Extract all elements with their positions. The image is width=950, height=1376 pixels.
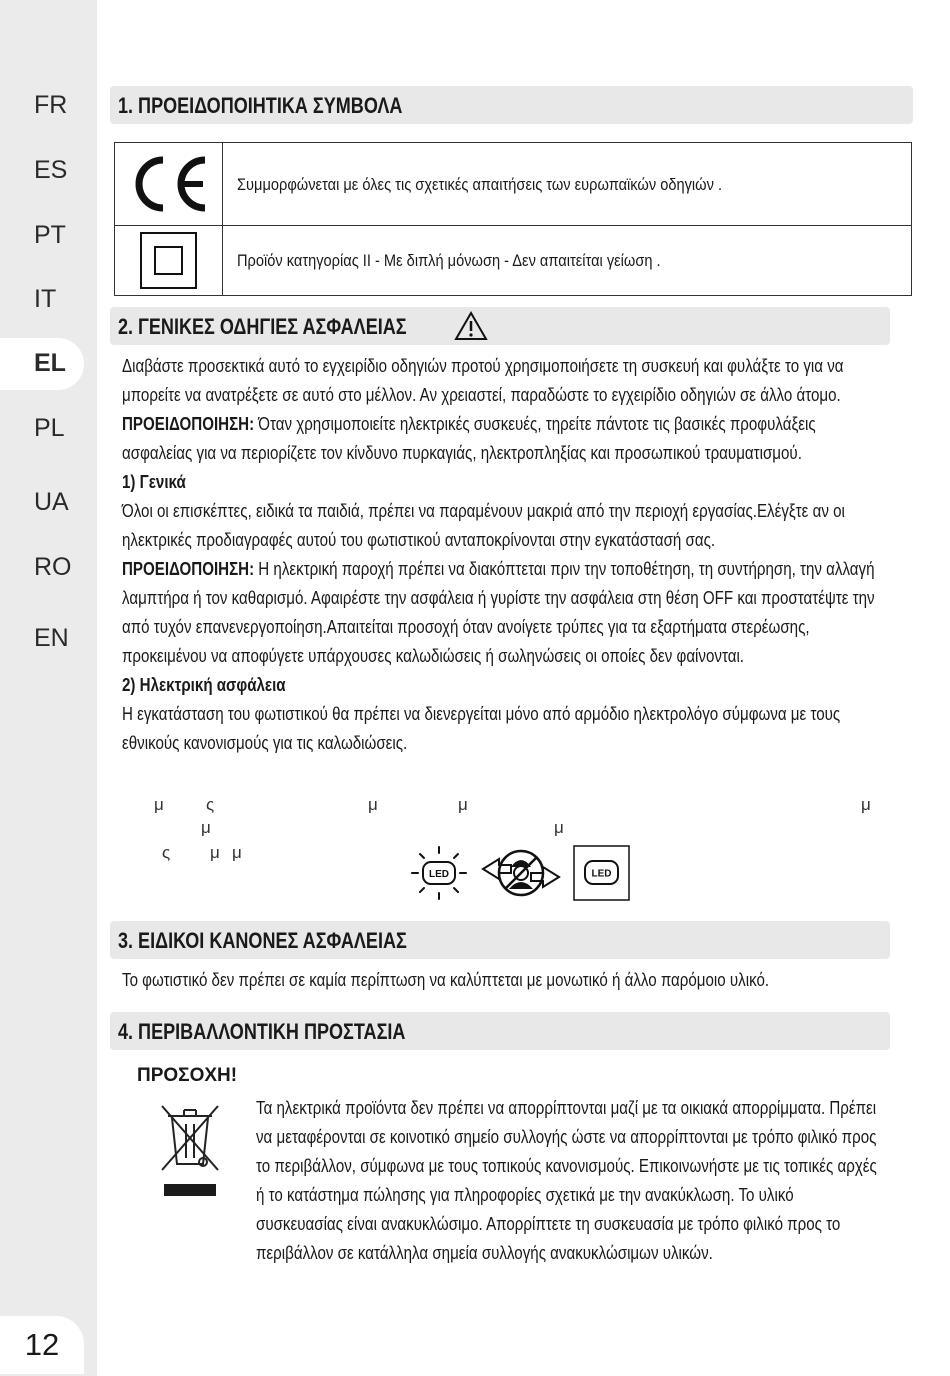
section-4-text: Τα ηλεκτρικά προϊόντα δεν πρέπει να απορρίπτονται μαζί με τα οικιακά απορρίμματα. Πρέπει να μεταφέρονται σε κοινοτικό σημείο συλλογής ώστε να απορρίπτονται με τρόπο φιλικό προς το περιβάλλον, σύμφωνα με τους τοπικούς κανονισμούς. Επικοινωνήστε με τις τοπικές αρχές ή το κατάστημα πώλησης για πληροφορίες σχετικά με την ανακύκλωση. Το υλικό συσκευασίας είναι ανακυκλώσιμο. Απορρίπτετε τη συσκευασία με τρόπο φιλικό προς το περιβάλλον σε κατάλληλα σημεία συλλογής ανακυκλώσιμων υλικών. bbox=[256, 1098, 877, 1263]
lang-en[interactable]: EN bbox=[34, 624, 69, 652]
section-3-heading bbox=[110, 921, 890, 959]
stray-glyph: μ bbox=[861, 795, 871, 814]
stray-glyph: μ bbox=[210, 843, 220, 862]
svg-text:LED: LED bbox=[429, 869, 449, 880]
subsection-general-text: Όλοι οι επισκέπτες, ειδικά τα παιδιά, πρέπει να παραμένουν μακριά από την περιοχή εργασίας.Ελέγξτε αν οι ηλεκτρικές προδιαγραφές αυτού του φωτιστικού ανταποκρίνονται στην εγκατάστασή σας. bbox=[122, 501, 845, 550]
section-3-text: Το φωτιστικό δεν πρέπει σε καμία περίπτωση να καλύπτεται με μονωτικό ή άλλο παρόμοιο υλικό. bbox=[122, 970, 770, 990]
stray-glyph: μ bbox=[554, 818, 564, 837]
section-3-body bbox=[122, 966, 878, 995]
stray-glyph: μ bbox=[232, 843, 242, 862]
section-1-title: 1. ΠΡΟΕΙΔΟΠΟΙΗΤΙΚΑ ΣΥΜΒΟΛΑ bbox=[118, 93, 403, 118]
symbol-row-ce bbox=[115, 143, 911, 226]
led-light-icon bbox=[410, 845, 468, 906]
language-sidebar bbox=[0, 0, 97, 1376]
stray-glyph: μ bbox=[458, 795, 468, 814]
warning-paragraph-1 bbox=[122, 410, 878, 468]
stray-glyph: μ bbox=[154, 795, 164, 814]
warning-label-2: ΠΡΟΕΙΔΟΠΟΙΗΣΗ: bbox=[122, 559, 255, 579]
lang-ro[interactable]: RO bbox=[34, 553, 72, 581]
warning-text-1: Όταν χρησιμοποιείτε ηλεκτρικές συσκευές, τηρείτε πάντοτε τις βασικές προφυλάξεις ασφαλείας για να περιορίζετε τον κίνδυνο πυρκαγιάς, ηλεκτροπληξίας και προσωπικού τραυματισμού. bbox=[122, 414, 816, 463]
lang-fr[interactable]: FR bbox=[34, 91, 68, 119]
lang-ua[interactable]: UA bbox=[34, 488, 69, 516]
svg-text:LED: LED bbox=[591, 868, 612, 880]
warning-text-2: Η ηλεκτρική παροχή πρέπει να διακόπτεται πριν την τοποθέτηση, τη συντήρηση, την αλλαγή λαμπτήρα ή τον καθαρισμό. Αφαιρέστε την ασφάλεια ή γυρίστε την ασφάλεια στη θέση OFF και προστατέψτε την από τυχόν επανενεργοποίηση.Απαιτείται προσοχή όταν ανοίγετε τρύπες για τα εξαρτήματα στερέωσης, προκειμένου να αποφύγετε υπάρχουσες καλωδιώσεις ή σωληνώσεις οι οποίες δεν φαίνονται. bbox=[122, 559, 875, 666]
lang-pt[interactable]: PT bbox=[34, 221, 66, 249]
subsection-electrical-text: Η εγκατάσταση του φωτιστικού θα πρέπει να διενεργείται μόνο από αρμόδιο ηλεκτρολόγο σύμφωνα με τους εθνικούς κανονισμούς για τις καλωδιώσεις. bbox=[122, 704, 841, 753]
section-2-title: 2. ΓΕΝΙΚΕΣ ΟΔΗΓΙΕΣ ΑΣΦΑΛΕΙΑΣ bbox=[118, 314, 407, 339]
subsection-general-title: 1) Γενικά bbox=[122, 472, 186, 492]
stray-glyph: ς bbox=[162, 843, 171, 862]
no-lamp-replacement-icon bbox=[479, 845, 563, 906]
led-lamp-icon bbox=[573, 845, 631, 906]
lang-pl[interactable]: PL bbox=[34, 414, 65, 442]
stray-glyph: μ bbox=[201, 818, 211, 837]
symbol-text-ce: Συμμορφώνεται με όλες τις σχετικές απαιτήσεις των ευρωπαϊκών οδηγιών . bbox=[237, 175, 723, 194]
section-2-heading bbox=[110, 307, 890, 345]
lang-it[interactable]: IT bbox=[34, 285, 57, 313]
weee-crossed-bin-icon bbox=[156, 1098, 224, 1205]
section-4-heading bbox=[110, 1012, 890, 1050]
symbols-table bbox=[114, 142, 912, 296]
symbol-text-class-ii: Προϊόν κατηγορίας II - Με διπλή μόνωση - Δεν απαιτείται γείωση . bbox=[237, 251, 661, 270]
warning-label-1: ΠΡΟΕΙΔΟΠΟΙΗΣΗ: bbox=[122, 414, 255, 434]
warning-triangle-icon bbox=[454, 311, 488, 346]
lang-es[interactable]: ES bbox=[34, 156, 68, 184]
caution-label: ΠΡΟΣΟΧΗ! bbox=[137, 1065, 238, 1086]
intro-paragraph: Διαβάστε προσεκτικά αυτό το εγχειρίδιο οδηγιών προτού χρησιμοποιήσετε τη συσκευή και φυλάξτε το για να μπορείτε να ανατρέξετε σε αυτό στο μέλλον. Αν χρειαστεί, παραδώστε το εγχειρίδιο οδηγιών σε άλλο άτομο. bbox=[122, 356, 844, 405]
subsection-electrical-title: 2) Ηλεκτρική ασφάλεια bbox=[122, 675, 286, 695]
lang-el[interactable]: EL bbox=[34, 349, 66, 377]
section-1-heading bbox=[110, 86, 913, 124]
ce-mark-icon bbox=[115, 143, 223, 225]
section-3-title: 3. ΕΙΔΙΚΟΙ ΚΑΝΟΝΕΣ ΑΣΦΑΛΕΙΑΣ bbox=[118, 928, 407, 953]
section-4-title: 4. ΠΕΡΙΒΑΛΛΟΝΤΙΚΗ ΠΡΟΣΤΑΣΙΑ bbox=[118, 1019, 406, 1044]
class-ii-double-square-icon bbox=[115, 226, 223, 295]
symbol-row-class-ii bbox=[115, 226, 911, 295]
stray-glyph: ς bbox=[206, 795, 215, 814]
section-2-body bbox=[122, 352, 878, 758]
page-number: 12 bbox=[0, 1316, 84, 1374]
stray-glyph: μ bbox=[368, 795, 378, 814]
warning-paragraph-2 bbox=[122, 555, 878, 671]
